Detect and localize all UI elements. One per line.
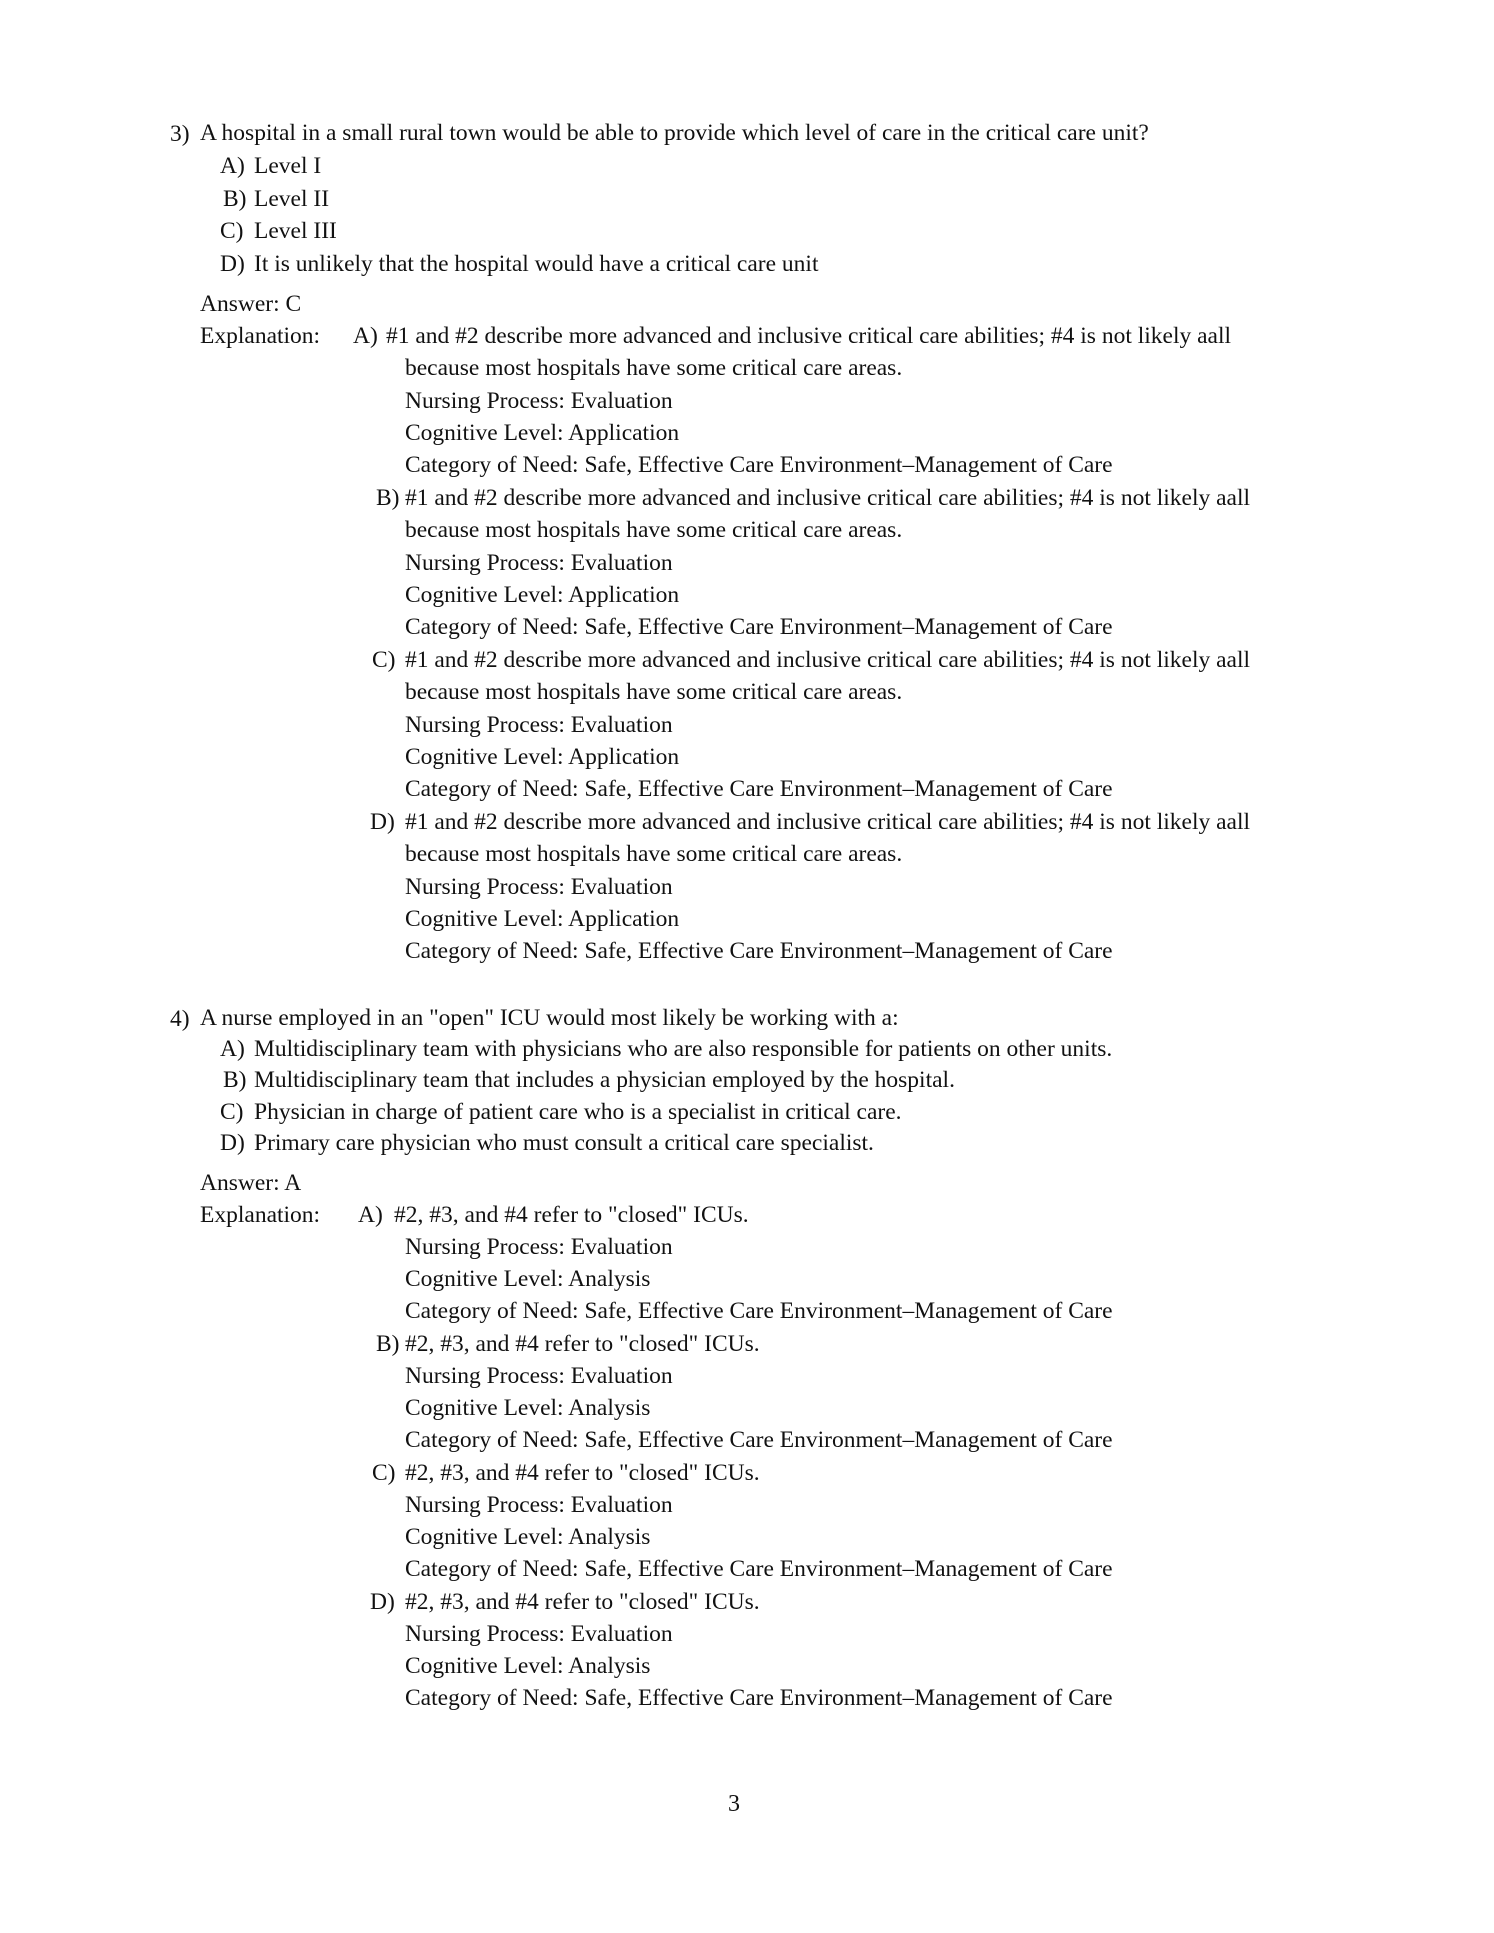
cognitive-level: Cognitive Level: Application [405,906,680,932]
category-of-need: Category of Need: Safe, Effective Care Environment–Management of Care [405,1298,1113,1324]
question-stem: A hospital in a small rural town would be able to provide which level of care in the critical care unit? [200,120,1149,146]
question-number: 3) [170,121,190,147]
option-label: A) [220,1036,245,1062]
explanation-option-label: A) [358,1202,383,1228]
cognitive-level: Cognitive Level: Analysis [405,1653,651,1679]
nursing-process: Nursing Process: Evaluation [405,1621,673,1647]
category-of-need: Category of Need: Safe, Effective Care Environment–Management of Care [405,1685,1113,1711]
answer: Answer: C [200,291,302,317]
category-of-need: Category of Need: Safe, Effective Care Environment–Management of Care [405,938,1113,964]
explanation-option-label: B) [376,1331,400,1357]
option-text: Primary care physician who must consult a critical care specialist. [254,1130,874,1156]
nursing-process: Nursing Process: Evaluation [405,1234,673,1260]
nursing-process: Nursing Process: Evaluation [405,550,673,576]
question-stem: A nurse employed in an "open" ICU would most likely be working with a: [200,1005,899,1031]
option-label: D) [220,1130,245,1156]
answer: Answer: A [200,1170,302,1196]
cognitive-level: Cognitive Level: Application [405,744,680,770]
nursing-process: Nursing Process: Evaluation [405,388,673,414]
category-of-need: Category of Need: Safe, Effective Care Environment–Management of Care [405,1427,1113,1453]
option-label: B) [223,186,247,212]
explanation-text: #2, #3, and #4 refer to "closed" ICUs. [405,1331,760,1357]
option-text: It is unlikely that the hospital would have a critical care unit [254,251,819,277]
page-number: 3 [728,1791,740,1817]
explanation-option-label: B) [376,485,400,511]
cognitive-level: Cognitive Level: Analysis [405,1524,651,1550]
explanation-text: #1 and #2 describe more advanced and inclusive critical care abilities; #4 is not likely aall [405,647,1251,673]
option-label: A) [220,153,245,179]
explanation-option-label: D) [370,809,395,835]
cognitive-level: Cognitive Level: Application [405,582,680,608]
option-label: C) [220,218,244,244]
explanation-text: because most hospitals have some critical care areas. [405,841,903,867]
nursing-process: Nursing Process: Evaluation [405,1363,673,1389]
cognitive-level: Cognitive Level: Analysis [405,1266,651,1292]
cognitive-level: Cognitive Level: Application [405,420,680,446]
explanation-option-label: A) [353,323,378,349]
explanation-label: Explanation: [200,323,321,349]
category-of-need: Category of Need: Safe, Effective Care Environment–Management of Care [405,614,1113,640]
option-label: B) [223,1067,247,1093]
explanation-text: because most hospitals have some critical care areas. [405,355,903,381]
option-text: Level II [254,186,330,212]
explanation-text: #2, #3, and #4 refer to "closed" ICUs. [405,1460,760,1486]
explanation-text: because most hospitals have some critical care areas. [405,679,903,705]
explanation-text: because most hospitals have some critical care areas. [405,517,903,543]
explanation-label: Explanation: [200,1202,321,1228]
category-of-need: Category of Need: Safe, Effective Care Environment–Management of Care [405,776,1113,802]
explanation-option-label: C) [372,1460,396,1486]
category-of-need: Category of Need: Safe, Effective Care Environment–Management of Care [405,1556,1113,1582]
explanation-text: #1 and #2 describe more advanced and inclusive critical care abilities; #4 is not likely aall [405,809,1251,835]
option-label: C) [220,1099,244,1125]
nursing-process: Nursing Process: Evaluation [405,712,673,738]
explanation-option-label: D) [370,1589,395,1615]
category-of-need: Category of Need: Safe, Effective Care Environment–Management of Care [405,452,1113,478]
explanation-text: #1 and #2 describe more advanced and inclusive critical care abilities; #4 is not likely aall [405,485,1251,511]
option-text: Level III [254,218,337,244]
nursing-process: Nursing Process: Evaluation [405,1492,673,1518]
option-label: D) [220,251,245,277]
nursing-process: Nursing Process: Evaluation [405,874,673,900]
explanation-option-label: C) [372,647,396,673]
option-text: Multidisciplinary team with physicians who are also responsible for patients on other units. [254,1036,1113,1062]
explanation-text: #2, #3, and #4 refer to "closed" ICUs. [405,1589,760,1615]
option-text: Multidisciplinary team that includes a physician employed by the hospital. [254,1067,955,1093]
cognitive-level: Cognitive Level: Analysis [405,1395,651,1421]
option-text: Physician in charge of patient care who is a specialist in critical care. [254,1099,902,1125]
explanation-text: #2, #3, and #4 refer to "closed" ICUs. [394,1202,749,1228]
explanation-text: #1 and #2 describe more advanced and inclusive critical care abilities; #4 is not likely aall [386,323,1232,349]
question-number: 4) [170,1006,190,1032]
option-text: Level I [254,153,322,179]
